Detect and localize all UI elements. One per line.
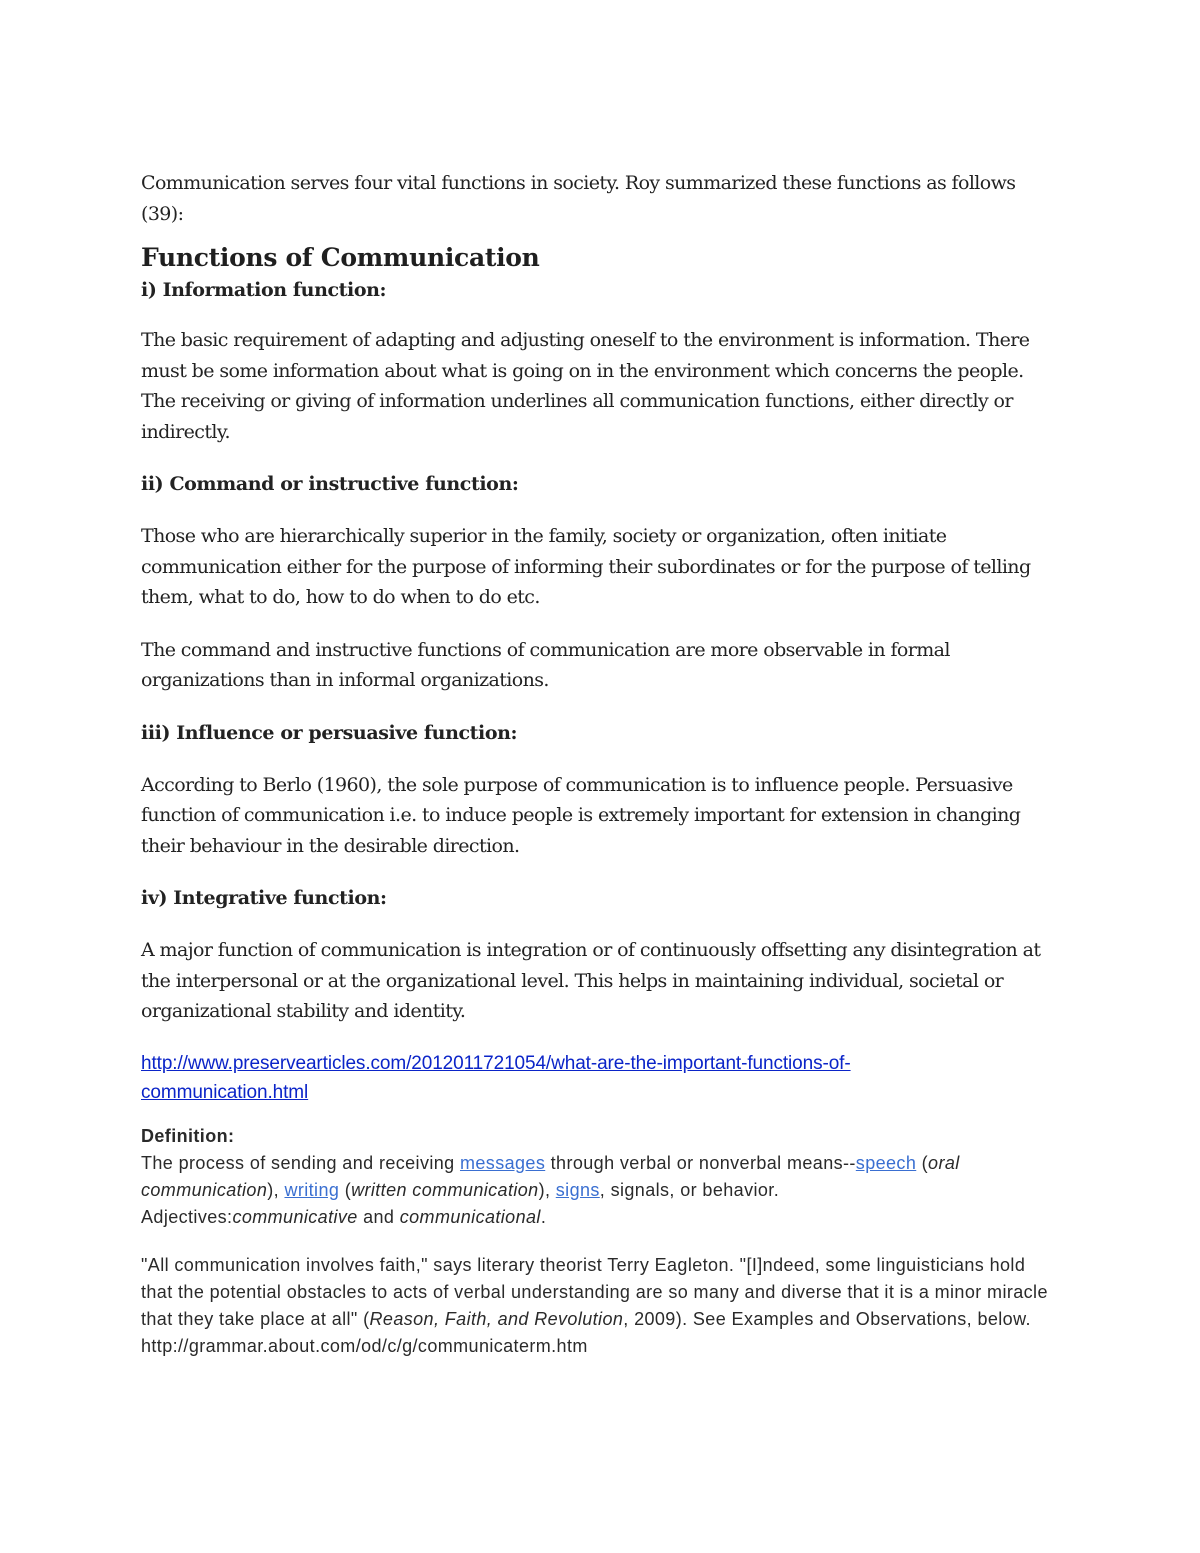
signs-link[interactable]: signs <box>555 1179 600 1200</box>
section-paragraph: Those who are hierarchically superior in the family, society or organization, often initiate communication either for the purpose of informing their subordinates or for the purpose of telling them, what to do, how to do when to do etc. <box>141 525 1031 608</box>
intro-line-1: Communication serves four vital functions in society. Roy summarized these functions as follows <box>141 172 1016 194</box>
page-title: Functions of Communication <box>141 243 540 272</box>
document-body <box>141 168 1061 1360</box>
intro-paragraph <box>141 168 1061 229</box>
section-heading-command: ii) Command or instructive function: <box>141 473 519 495</box>
messages-link[interactable]: messages <box>459 1152 546 1173</box>
section-heading-information: i) Information function: <box>141 279 387 301</box>
definition-label: Definition: <box>141 1125 235 1146</box>
writing-link[interactable]: writing <box>284 1179 340 1200</box>
speech-link[interactable]: speech <box>855 1152 917 1173</box>
quote-paragraph: "All communication involves faith," says literary theorist Terry Eagleton. "[I]ndeed, some linguisticians hold that the potential obstacles to acts of verbal understanding are so many and diverse that it is a minor miracle that they take place at all" (Reason, Faith, and Revolution, 2009). See Examples and Observations, below. http://grammar.about.com/od/c/g/communicaterm.htm <box>141 1254 1048 1356</box>
section-paragraph: A major function of communication is integration or of continuously offsetting any disintegration at the interpersonal or at the organizational level. This helps in maintaining individual, societal or organizational stability and identity. <box>141 939 1041 1022</box>
source-link-container <box>141 1049 941 1107</box>
definition-text: The process of sending and receiving messages through verbal or nonverbal means--speech (oral communication), writing (written communication), signs, signals, or behavior. Adjectives:communicative and communicational. <box>141 1152 960 1227</box>
definition-block <box>141 1123 1061 1231</box>
section-heading-integrative: iv) Integrative function: <box>141 887 387 909</box>
section-heading-influence: iii) Influence or persuasive function: <box>141 721 518 744</box>
section-paragraph: According to Berlo (1960), the sole purpose of communication is to influence people. Persuasive function of communication i.e. to induce people is extremely important for extension in changing their behaviour in the desirable direction. <box>141 773 1021 857</box>
section-paragraph: The basic requirement of adapting and adjusting oneself to the environment is information. There must be some information about what is going on in the environment which concerns the people. The receiving or giving of information underlines all communication functions, either directly or indirectly. <box>141 329 1030 443</box>
section-paragraph: The command and instructive functions of communication are more observable in formal organizations than in informal organizations. <box>141 638 950 691</box>
source-link[interactable]: http://www.preservearticles.com/2012011721054/what-are-the-important-functions-of-communication.html <box>141 1052 851 1103</box>
intro-line-2: (39): <box>141 202 184 225</box>
